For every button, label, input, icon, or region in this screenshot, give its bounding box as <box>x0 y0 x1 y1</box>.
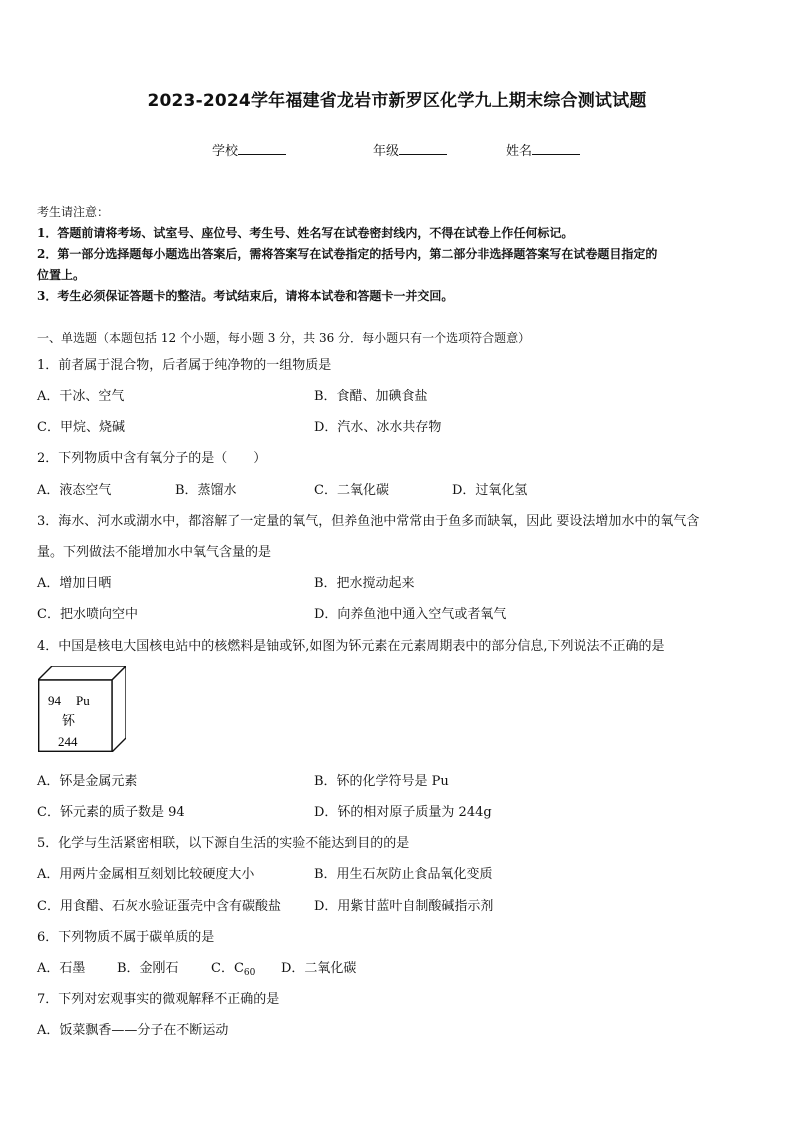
q5-option-c: C．用食醋、石灰水验证蛋壳中含有碳酸盐 <box>37 899 281 914</box>
q2-option-b: B．蒸馏水 <box>175 483 237 498</box>
q4-stem: 4．中国是核电大国核电站中的核燃料是铀或钚,如图为钚元素在元素周期表中的部分信息,下列说法不正确的是 <box>37 639 665 654</box>
q4-option-a: A．钚是金属元素 <box>37 774 138 789</box>
q3-option-b: B．把水搅动起来 <box>314 576 415 591</box>
notice-heading: 考生请注意： <box>37 205 110 219</box>
q1-option-c: C．甲烷、烧碱 <box>37 420 125 435</box>
q6-option-a: A．石墨 <box>37 961 86 976</box>
q6-option-c <box>211 957 255 978</box>
grade-label: 年级 <box>373 144 400 159</box>
grade-blank <box>399 142 447 155</box>
school-label: 学校 <box>212 144 239 159</box>
q2-option-a: A．液态空气 <box>37 483 112 498</box>
q6-option-d: D．二氧化碳 <box>281 961 357 976</box>
q5-option-a: A．用两片金属相互刻划比较硬度大小 <box>37 867 255 882</box>
q4-option-c: C．钚元素的质子数是 94 <box>37 805 185 820</box>
school-blank <box>238 142 286 155</box>
notice-item-2-cont: 位置上。 <box>37 268 86 282</box>
q3-option-c: C．把水喷向空中 <box>37 607 138 622</box>
grade-field <box>373 140 447 159</box>
q1-option-d: D．汽水、冰水共存物 <box>314 420 442 435</box>
q4-option-b: B．钚的化学符号是 Pu <box>314 774 449 789</box>
element-symbol: Pu <box>76 693 90 708</box>
q5-stem: 5．化学与生活紧密相联，以下源自生活的实验不能达到目的的是 <box>37 836 410 851</box>
q1-option-b: B．食醋、加碘食盐 <box>314 389 428 404</box>
element-atomic-mass: 244 <box>58 734 78 749</box>
q3-option-a: A．增加日晒 <box>37 576 112 591</box>
q2-option-d: D．过氧化氢 <box>452 483 528 498</box>
q6-option-c-subscript: 60 <box>243 968 256 978</box>
name-field <box>506 140 580 159</box>
q7-option-a: A．饭菜飘香——分子在不断运动 <box>37 1023 229 1038</box>
q3-option-d: D．向养鱼池中通入空气或者氧气 <box>314 607 507 622</box>
q6-option-b: B．金刚石 <box>117 961 179 976</box>
q2-option-c: C．二氧化碳 <box>314 483 389 498</box>
q3-stem-cont: 量。下列做法不能增加水中氧气含量的是 <box>37 545 272 560</box>
q2-stem: 2．下列物质中含有氧分子的是（ ） <box>37 451 267 466</box>
name-blank <box>532 142 580 155</box>
element-cell-diagram <box>38 666 126 752</box>
q1-option-a: A．干冰、空气 <box>37 389 125 404</box>
q4-option-d: D．钚的相对原子质量为 244g <box>314 805 492 820</box>
notice-item-2: 2．第一部分选择题每小题选出答案后，需将答案写在试卷指定的括号内，第二部分非选择题答案写在试卷题目指定的 <box>37 247 658 261</box>
q6-option-c-text: C．C <box>211 961 244 976</box>
element-name: 钚 <box>62 714 76 729</box>
school-field <box>212 140 286 159</box>
q3-stem: 3．海水、河水或湖水中，都溶解了一定量的氧气，但养鱼池中常常由于鱼多而缺氧，因此 要设法增加水中的氧气含 <box>37 514 700 529</box>
name-label: 姓名 <box>506 144 533 159</box>
q1-stem: 1．前者属于混合物，后者属于纯净物的一组物质是 <box>37 358 332 373</box>
element-atomic-number: 94 <box>48 693 61 708</box>
q7-stem: 7．下列对宏观事实的微观解释不正确的是 <box>37 992 280 1007</box>
section-heading: 一、单选题（本题包括 12 个小题，每小题 3 分，共 36 分．每小题只有一个选项符合题意） <box>37 331 531 345</box>
page-title: 2023-2024学年福建省龙岩市新罗区化学九上期末综合测试试题 <box>147 91 647 111</box>
notice-item-1: 1．答题前请将考场、试室号、座位号、考生号、姓名写在试卷密封线内，不得在试卷上作任何标记。 <box>37 226 574 240</box>
q5-option-b: B．用生石灰防止食品氧化变质 <box>314 867 493 882</box>
notice-item-3: 3．考生必须保证答题卡的整洁。考试结束后，请将本试卷和答题卡一并交回。 <box>37 289 454 303</box>
q5-option-d: D．用紫甘蓝叶自制酸碱指示剂 <box>314 899 494 914</box>
q6-stem: 6．下列物质不属于碳单质的是 <box>37 930 215 945</box>
